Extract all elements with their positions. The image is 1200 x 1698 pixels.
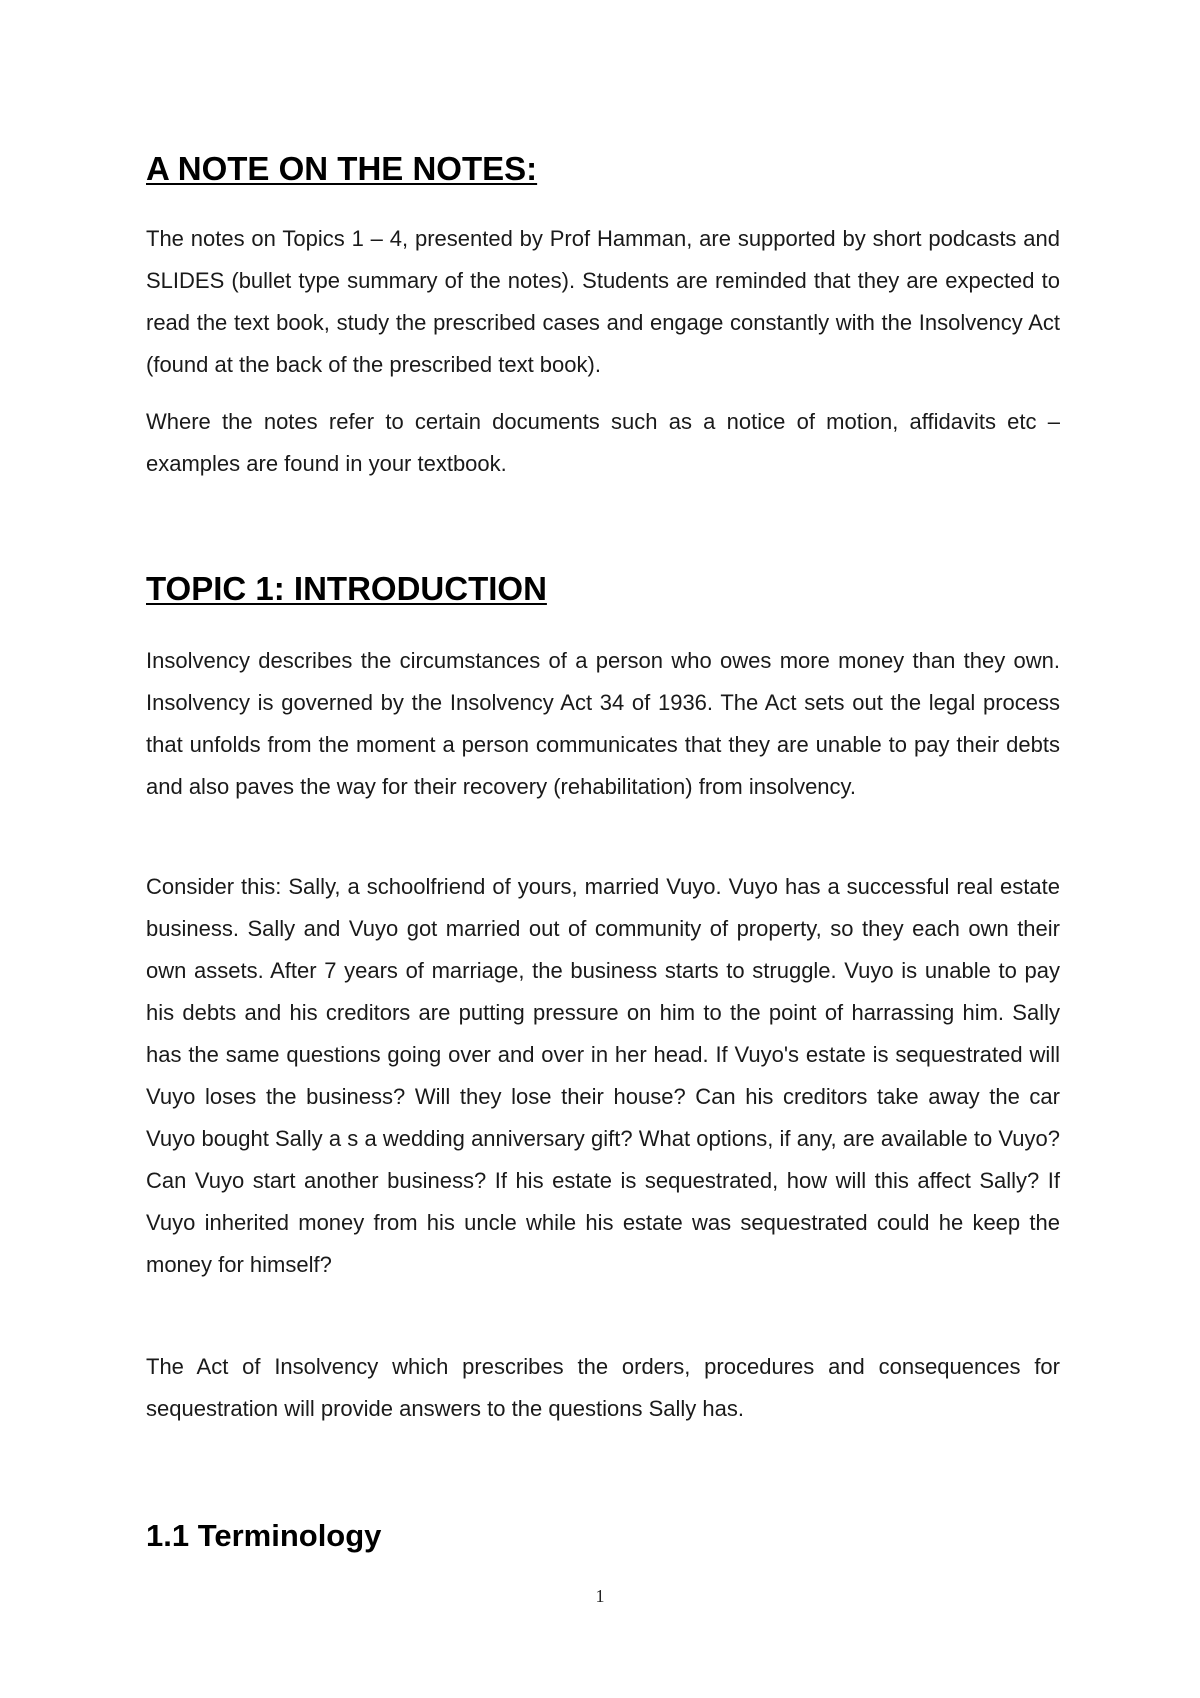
note-paragraph-1: The notes on Topics 1 – 4, presented by Prof Hamman, are supported by short podcasts and SLIDES (bullet type summary of the notes). Students are reminded that they are expected to read the text book, study the prescribed cases and engage constantly with the Insolvency Act (found at the back of the prescribed text book). <box>146 226 1060 377</box>
topic1-heading: TOPIC 1: INTRODUCTION <box>146 570 547 607</box>
topic1-paragraph-3: The Act of Insolvency which prescribes the orders, procedures and consequences for sequestration will provide answers to the questions Sally has. <box>146 1354 1060 1421</box>
note-paragraph-2: Where the notes refer to certain documents such as a notice of motion, affidavits etc – examples are found in your textbook. <box>146 409 1060 476</box>
topic1-paragraph-2: Consider this: Sally, a schoolfriend of yours, married Vuyo. Vuyo has a successful real estate business. Sally and Vuyo got married out of community of property, so they each own their own assets. After 7 years of marriage, the business starts to struggle. Vuyo is unable to pay his debts and his creditors are putting pressure on him to the point of harrassing him. Sally has the same questions going over and over in her head. If Vuyo's estate is sequestrated will Vuyo loses the business? Will they lose their house? Can his creditors take away the car Vuyo bought Sally a s a wedding anniversary gift? What options, if any, are available to Vuyo? Can Vuyo start another business? If his estate is sequestrated, how will this affect Sally? If Vuyo inherited money from his uncle while his estate was sequestrated could he keep the money for himself? <box>146 874 1060 1277</box>
note-heading: A NOTE ON THE NOTES: <box>146 150 538 187</box>
page-number: 1 <box>595 1586 605 1606</box>
terminology-heading: 1.1 Terminology <box>146 1518 382 1553</box>
topic1-paragraph-1: Insolvency describes the circumstances of a person who owes more money than they own. Insolvency is governed by the Insolvency Act 34 of 1936. The Act sets out the legal process that unfolds from the moment a person communicates that they are unable to pay their debts and also paves the way for their recovery (rehabilitation) from insolvency. <box>146 648 1060 799</box>
